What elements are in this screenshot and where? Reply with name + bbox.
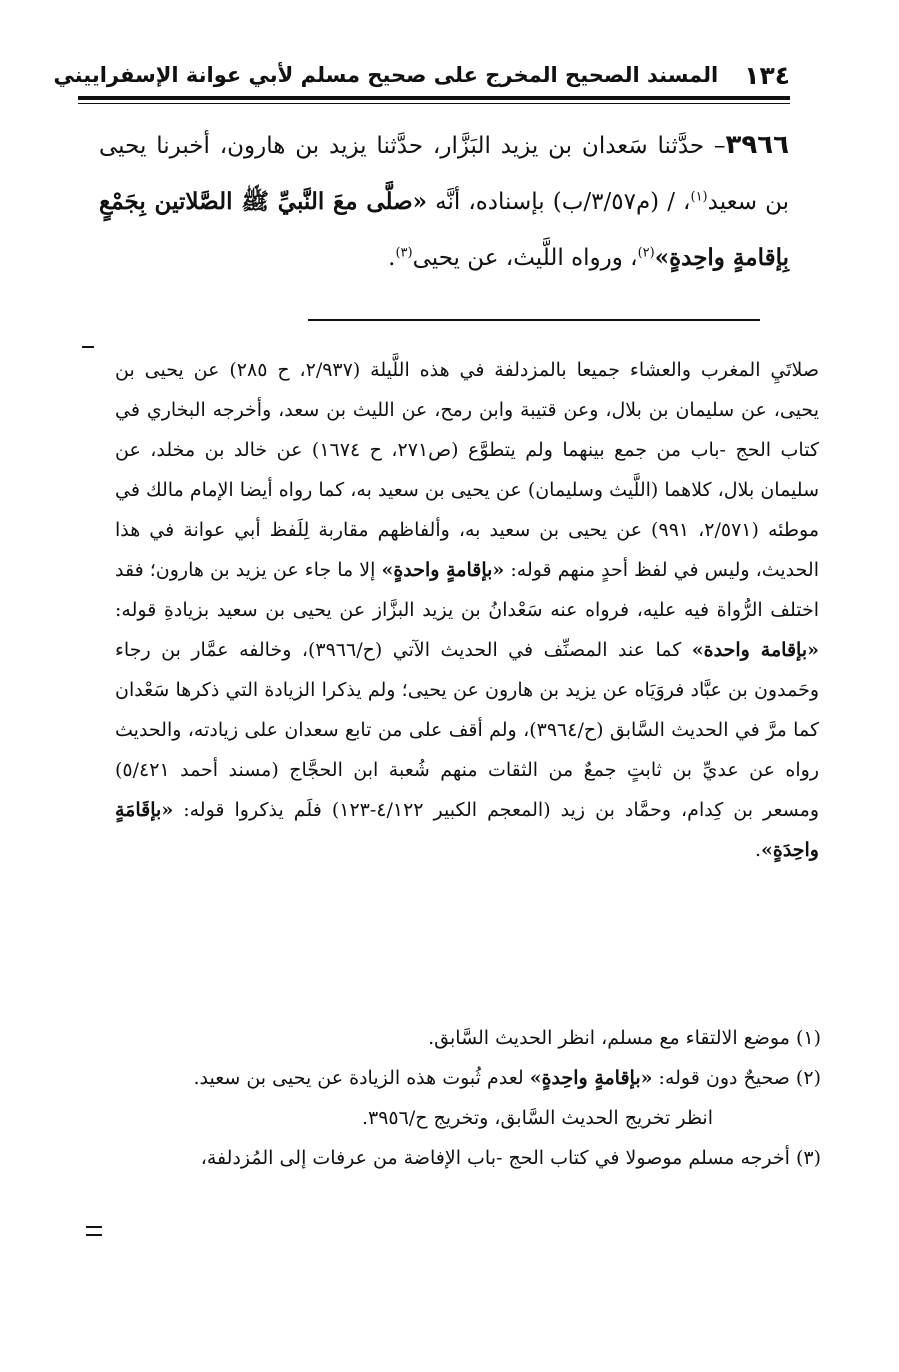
note-quote-2: «بإقامة واحدة» [691,639,819,661]
hadith-tail: ، ورواه اللَّيث، عن يحيى [412,245,638,271]
hadith-number: ٣٩٦٦ [725,130,789,160]
footnote-3: (٣) أخرجه مسلم موصولا في كتاب الحج -باب الإفاضة من عرفات إلى المُزدلفة، [200,1147,821,1169]
hadith-text [99,118,789,286]
note-text-a: صلاتَيِ المغرب والعشاء جميعا بالمزدلفة في هذه اللَّيلة (٢/٩٣٧، ح ٢٨٥) عن يحيى بن يحيى، عن سليمان بن بلال، وعن قتيبة وابن رمح، عن الليث بن سعد، وأخرجه البخاري في كتاب الحج -باب من جمع بينهما ولم يتطوَّع (ص٢٧١، ح ١٦٧٤) عن خالد بن مخلد، عن سليمان بلال، كلاهما (اللَّيث وسليمان) عن يحيى بن سعيد به، كما رواه أيضا الإمام مالك في موطئه (٢/٥٧١، ٩٩١) عن يحيى بن سعيد به، وألفاظهم مقاربة لِلَفظ أبي عوانة في هذا الحديث، وليس في لفظ أحدٍ منهم قوله: [115,359,819,581]
note-text-c: كما عند المصنِّف في الحديث الآتي (ح/٣٩٦٦)، وخالفه عمَّار بن رجاء وحَمدون بن عبَّاد فروَيَاه عن يزيد بن هارون عن يحيى؛ ولم يذكرا الزيادة التي ذكرها سَعْدان كما مرَّ في الحديث السَّابق (ح/٣٩٦٤)، ولم أقف على من تابع سعدان على زيادته، والحديث رواه عن عديِّ بن ثابتٍ جمعٌ من الثقات منهم شُعبة ابن الحجَّاج (مسند أحمد ٥/٤٢١) ومسعر بن كِدام، وحمَّاد بن زيد (المعجم الكبير ٤/١٢٢-١٢٣) فلَم يذكروا قوله: [115,639,819,821]
footnote-2 [109,1058,821,1098]
footnote-2-continued: انظر تخريج الحديث السَّابق، وتخريج ح/٣٩٥٦. [361,1107,713,1129]
hadith-end: . [388,245,396,271]
page-number: ١٣٤ [744,60,790,90]
note-quote-3: «بإقَامَةٍ واحِدَةٍ» [115,799,819,861]
header-rule-thin [78,103,790,104]
continuation-mark [82,346,94,348]
hadith-matn: «صلَّى معَ النَّبيِّ ﷺ الصَّلاتين بِجَمْعٍ بِإقامةٍ واحِدةٍ» [99,188,789,271]
footnote-ref-1: (١) [690,189,708,205]
footnote-2-text-cont: لعدم ثُبوت هذه الزيادة عن يحيى بن سعيد. [193,1067,530,1089]
note-quote-1: «بإقامةٍ واحدةٍ» [381,559,505,581]
footnote-separator [308,319,760,321]
footnote-2-quote: «بإقامةٍ واحِدةٍ» [529,1067,653,1089]
hadith-chain: – حدَّثنا سَعدان بن يزيد البَزَّار، حدَّثنا يزيد بن هارون، أخبرنا يحيى بن سعيد [99,133,789,215]
page-header [53,56,790,94]
footnotes [109,1018,821,1178]
header-rule-thick [78,96,790,100]
continued-footnote [115,350,819,870]
running-title: المسند الصحيح المخرج على صحيح مسلم لأبي عوانة الإسفراييني [53,63,719,87]
note-text-b: إلا ما جاء عن يزيد بن هارون؛ فقد اختلف الرُّواة فيه عليه، فرواه عنه سَعْدانُ بن يزيد البزَّاز عن يحيى بن سعيد بزيادةِ قوله: [115,559,819,621]
footnote-ref-3: (٣) [395,245,413,261]
footnote-ref-2: (٢) [637,245,655,261]
hadith-chain-cont: ، / (م٣/٥٧/ب) بإسناده، أنَّه [427,189,691,215]
page-end-mark [86,1226,102,1236]
footnote-2-text: (٢) صحيحٌ دون قوله: [652,1067,821,1089]
note-text-d: . [754,839,761,861]
footnote-1: (١) موضع الالتقاء مع مسلم، انظر الحديث السَّابق. [428,1027,821,1049]
